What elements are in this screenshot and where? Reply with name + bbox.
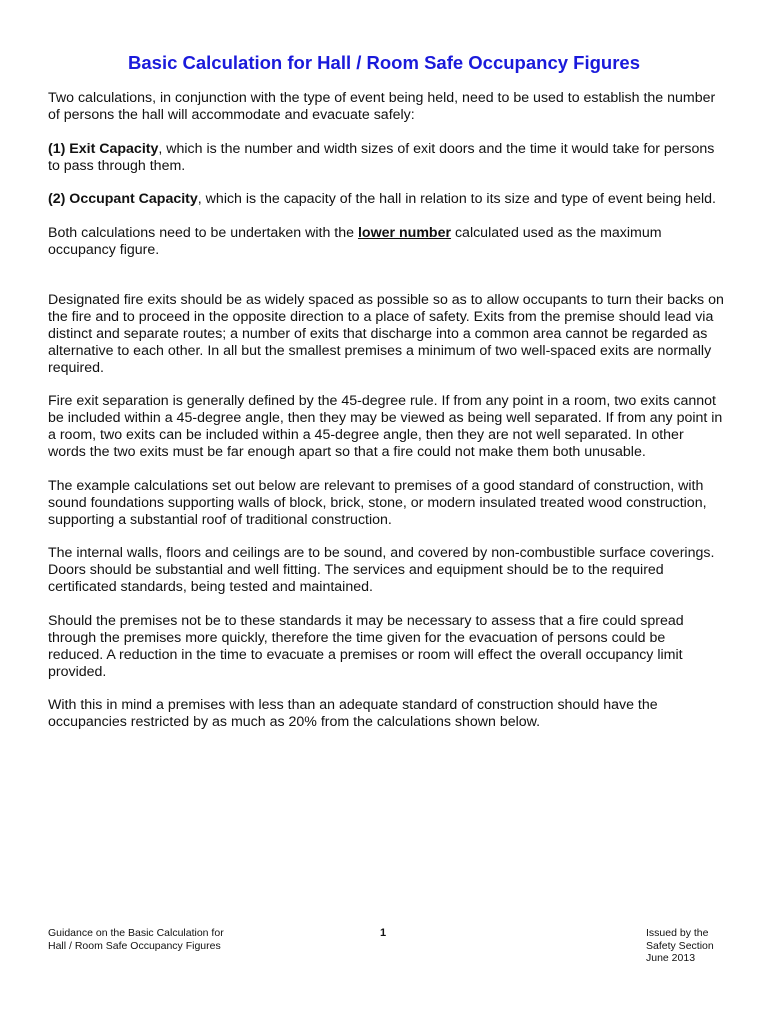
internal-walls-paragraph: The internal walls, floors and ceilings are to be sound, and covered by non-combustible surface coverings. Doors should be substantial and well fitting. The services and equipment should be to the required certificated standards, being tested and maintained. <box>48 545 715 595</box>
exit-capacity-text: , which is the number and width sizes of exit doors and the time it would take for persons to pass through them. <box>48 140 715 174</box>
exit-separation-paragraph: Fire exit separation is generally defined by the 45-degree rule. If from any point in a room, two exits cannot be included within a 45-degree angle, then they may be viewed as being well separated. If from any point in a room, two exits can be included within a 45-degree angle, then they are not well separated. In other words the two exits must be far enough apart so that a fire could not make them both unusable. <box>48 393 723 460</box>
page-number: 1 <box>379 927 387 939</box>
standards-paragraph: Should the premises not be to these standards it may be necessary to assess that a fire could spread through the premises more quickly, therefore the time given for the evacuation of persons could be reduced. A reduction in the time to evacuate a premises or room will effect the overall occupancy limit provided. <box>48 612 684 680</box>
lower-number-paragraph <box>48 225 724 259</box>
lower-number-post: calculated used as the maximum occupancy figure. <box>48 224 662 258</box>
exit-capacity-label: (1) Exit Capacity <box>48 140 159 157</box>
footer-issuer <box>646 927 736 965</box>
footer-document-title <box>48 927 288 952</box>
occupant-capacity-text: , which is the capacity of the hall in relation to its size and type of event being held. <box>197 191 716 207</box>
restriction-paragraph: With this in mind a premises with less than an adequate standard of construction should have the occupancies restricted by as much as 20% from the calculations shown below. <box>48 697 658 730</box>
footer-left-line-2: Hall / Room Safe Occupancy Figures <box>48 939 221 952</box>
footer-left-line-1: Guidance on the Basic Calculation for <box>48 927 224 939</box>
lower-number-emphasis: lower number <box>357 224 452 241</box>
page-title: Basic Calculation for Hall / Room Safe Occupancy Figures <box>128 52 640 73</box>
lower-number-pre: Both calculations need to be undertaken with the <box>48 224 358 241</box>
example-calculations-paragraph: The example calculations set out below are relevant to premises of a good standard of construction, with sound foundations supporting walls of block, brick, stone, or modern insulated treated wood construction, supporting a substantial roof of traditional construction. <box>48 477 707 528</box>
fire-exits-paragraph: Designated fire exits should be as widely spaced as possible so as to allow occupants to turn their backs on the fire and to proceed in the opposite direction to a place of safety. Exits from the premise should lead via distinct and separate routes; a number of exits that discharge into a common area cannot be regarded as alternative to each other. In all but the smallest premises a minimum of two well-spaced exits are normally required. <box>48 291 724 376</box>
occupant-capacity-label: (2) Occupant Capacity <box>48 191 198 207</box>
footer-right-line-1: Issued by the <box>646 927 709 939</box>
occupant-capacity-paragraph <box>48 191 724 208</box>
exit-capacity-paragraph <box>48 141 724 175</box>
footer-issue-date: June 2013 <box>646 952 696 964</box>
document-body <box>48 90 724 748</box>
intro-paragraph: Two calculations, in conjunction with the type of event being held, need to be used to establish the number of persons the hall will accommodate and evacuate safely: <box>48 90 716 123</box>
footer-right-line-2: Safety Section <box>646 939 714 952</box>
